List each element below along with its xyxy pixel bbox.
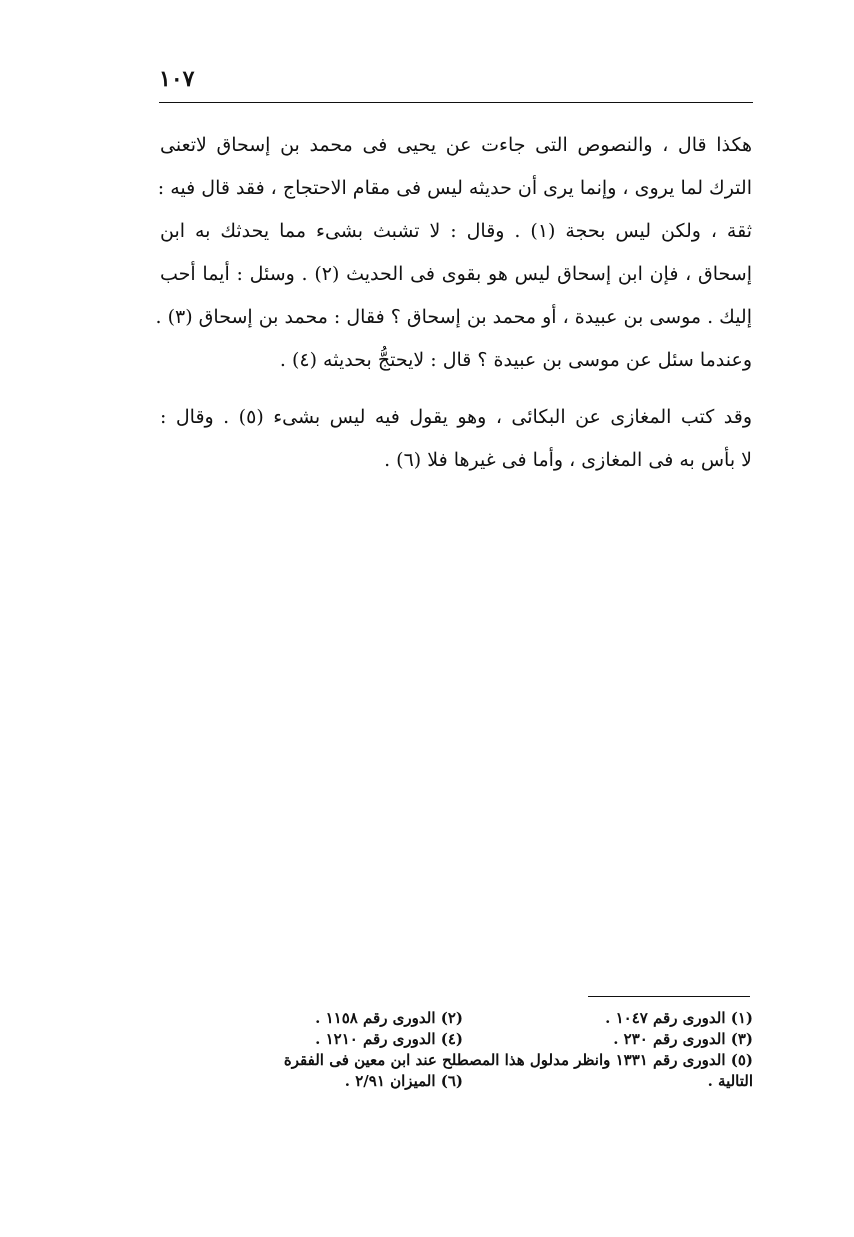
body-text — [155, 124, 753, 482]
body-line: إليك . موسى بن عبيدة ، أو محمد بن إسحاق ؟ فقال : محمد بن إسحاق (٣) . — [155, 306, 752, 328]
footnote-3: (٣) الدورى رقم ٢٣٠ . — [613, 1030, 753, 1048]
body-line: الترك لما يروى ، وإنما يرى أن حديثه ليس فى مقام الاحتجاج ، فقد قال فيه : — [157, 177, 752, 199]
footnote-5: (٥) الدورى رقم ١٣٣١ وانظر مدلول هذا المصطلح عند ابن معين فى الفقرة — [283, 1051, 753, 1069]
body-line: وعندما سئل عن موسى بن عبيدة ؟ قال : لايحتجُّ بحديثه (٤) . — [279, 349, 752, 371]
body-line: إسحاق ، فإن ابن إسحاق ليس هو بقوى فى الحديث (٢) . وسئل : أيما أحب — [160, 263, 752, 285]
footnote-rule — [588, 996, 750, 997]
body-line: لا بأس به فى المغازى ، وأما فى غيرها فلا (٦) . — [384, 449, 752, 471]
body-line: هكذا قال ، والنصوص التى جاءت عن يحيى فى محمد بن إسحاق لاتعنى — [160, 134, 752, 156]
footnote-4: (٤) الدورى رقم ١٢١٠ . — [315, 1030, 463, 1048]
footnote-5-continued: التالية . — [707, 1072, 753, 1090]
body-line: وقد كتب المغازى عن البكائى ، وهو يقول فيه ليس بشىء (٥) . وقال : — [160, 406, 753, 428]
footnotes — [158, 1008, 753, 1092]
footnote-6: (٦) الميزان ٢/٩١ . — [344, 1072, 463, 1090]
footnote-2: (٢) الدورى رقم ١١٥٨ . — [315, 1009, 463, 1027]
header-rule — [159, 102, 753, 103]
page-number: ١٠٧ — [159, 66, 195, 92]
body-line: ثقة ، ولكن ليس بحجة (١) . وقال : لا تشبث بشىء مما يحدثك به ابن — [160, 220, 753, 242]
footnote-1: (١) الدورى رقم ١٠٤٧ . — [605, 1009, 753, 1027]
